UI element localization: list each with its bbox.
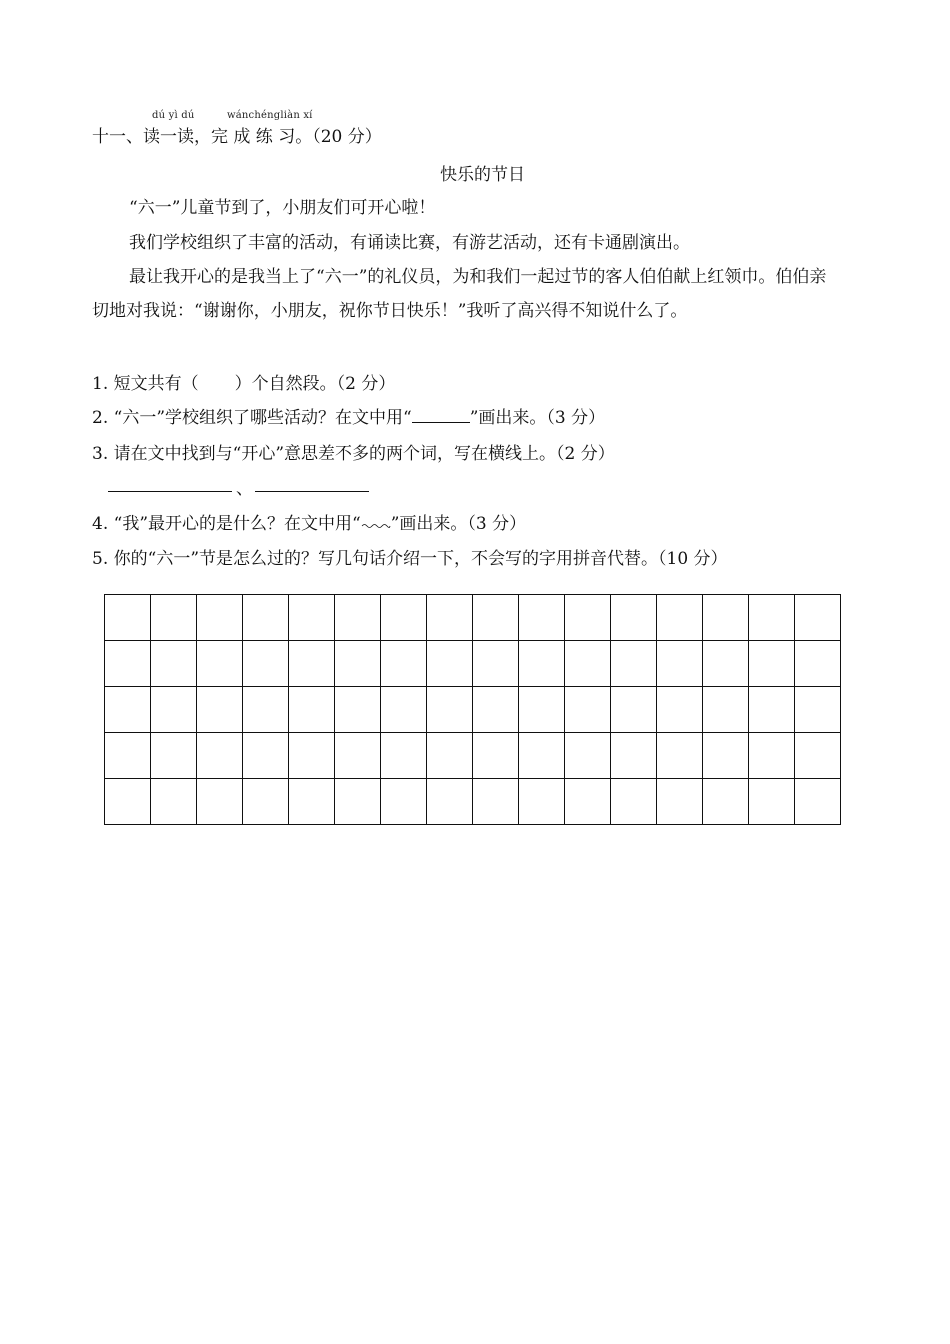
question-3: 3. 请在文中找到与“开心”意思差不多的两个词，写在横线上。（2 分） xyxy=(92,444,615,464)
section-heading xyxy=(92,122,382,147)
grid-cell[interactable] xyxy=(565,733,611,779)
grid-cell[interactable] xyxy=(657,733,703,779)
grid-cell[interactable] xyxy=(335,733,381,779)
passage-title: 快乐的节日 xyxy=(440,165,525,185)
grid-cell[interactable] xyxy=(427,687,473,733)
grid-cell[interactable] xyxy=(289,595,335,641)
grid-cell[interactable] xyxy=(795,779,841,825)
grid-cell[interactable] xyxy=(611,779,657,825)
grid-cell[interactable] xyxy=(565,641,611,687)
grid-cell[interactable] xyxy=(105,733,151,779)
grid-cell[interactable] xyxy=(657,595,703,641)
answer-line-2[interactable] xyxy=(255,491,369,492)
grid-cell[interactable] xyxy=(151,641,197,687)
grid-cell[interactable] xyxy=(611,733,657,779)
answer-line-1[interactable] xyxy=(108,491,232,492)
grid-cell[interactable] xyxy=(473,641,519,687)
passage-paragraph-2: 我们学校组织了丰富的活动，有诵读比赛，有游艺活动，还有卡通剧演出。 xyxy=(129,233,690,253)
grid-cell[interactable] xyxy=(243,779,289,825)
question-2: 2. “六一”学校组织了哪些活动？在文中用“ ”画出来。（3 分） xyxy=(92,408,606,428)
grid-cell[interactable] xyxy=(703,595,749,641)
grid-cell[interactable] xyxy=(795,641,841,687)
grid-cell[interactable] xyxy=(151,595,197,641)
grid-cell[interactable] xyxy=(473,595,519,641)
grid-cell[interactable] xyxy=(795,595,841,641)
grid-cell[interactable] xyxy=(427,595,473,641)
question-1: 1. 短文共有（ ）个自然段。（2 分） xyxy=(92,374,396,394)
section-number: 十一、 xyxy=(92,127,143,147)
passage-paragraph-1: “六一”儿童节到了，小朋友们可开心啦！ xyxy=(129,198,436,218)
section-title-complete: 完 成 练 习 xyxy=(211,127,296,147)
grid-cell[interactable] xyxy=(381,779,427,825)
grid-cell[interactable] xyxy=(335,687,381,733)
grid-cell[interactable] xyxy=(519,595,565,641)
grid-cell[interactable] xyxy=(381,641,427,687)
grid-cell[interactable] xyxy=(243,687,289,733)
wavy-underline-sample xyxy=(361,523,391,529)
section-title-read: 读一读， xyxy=(143,127,211,147)
grid-row xyxy=(105,595,841,641)
grid-cell[interactable] xyxy=(519,779,565,825)
writing-grid[interactable] xyxy=(104,594,841,825)
grid-cell[interactable] xyxy=(105,687,151,733)
grid-cell[interactable] xyxy=(565,595,611,641)
grid-cell[interactable] xyxy=(197,779,243,825)
pinyin-wan-cheng-lian-xi: wánchéngliàn xí xyxy=(227,110,313,121)
grid-cell[interactable] xyxy=(151,779,197,825)
pinyin-du-yi-du: dú yì dú xyxy=(152,110,195,121)
grid-cell[interactable] xyxy=(289,733,335,779)
grid-cell[interactable] xyxy=(427,641,473,687)
grid-cell[interactable] xyxy=(611,687,657,733)
grid-cell[interactable] xyxy=(105,595,151,641)
grid-cell[interactable] xyxy=(151,733,197,779)
grid-row xyxy=(105,779,841,825)
grid-cell[interactable] xyxy=(197,687,243,733)
grid-row xyxy=(105,733,841,779)
grid-cell[interactable] xyxy=(795,687,841,733)
grid-cell[interactable] xyxy=(381,595,427,641)
grid-cell[interactable] xyxy=(335,779,381,825)
grid-cell[interactable] xyxy=(749,687,795,733)
grid-cell[interactable] xyxy=(703,733,749,779)
grid-cell[interactable] xyxy=(381,733,427,779)
grid-cell[interactable] xyxy=(749,595,795,641)
grid-row xyxy=(105,641,841,687)
section-title-tail: 。（20 分） xyxy=(295,127,382,147)
grid-cell[interactable] xyxy=(243,595,289,641)
grid-cell[interactable] xyxy=(243,641,289,687)
grid-cell[interactable] xyxy=(197,641,243,687)
grid-cell[interactable] xyxy=(795,733,841,779)
straight-underline-sample xyxy=(412,422,470,423)
grid-cell[interactable] xyxy=(703,687,749,733)
grid-cell[interactable] xyxy=(611,595,657,641)
grid-cell[interactable] xyxy=(749,733,795,779)
grid-cell[interactable] xyxy=(703,779,749,825)
grid-row xyxy=(105,687,841,733)
grid-cell[interactable] xyxy=(335,641,381,687)
grid-cell[interactable] xyxy=(427,779,473,825)
grid-cell[interactable] xyxy=(703,641,749,687)
grid-cell[interactable] xyxy=(151,687,197,733)
grid-cell[interactable] xyxy=(289,779,335,825)
grid-cell[interactable] xyxy=(243,733,289,779)
grid-cell[interactable] xyxy=(473,779,519,825)
grid-cell[interactable] xyxy=(105,641,151,687)
grid-cell[interactable] xyxy=(197,733,243,779)
question-5: 5. 你的“六一”节是怎么过的？写几句话介绍一下，不会写的字用拼音代替。（10 分） xyxy=(92,549,728,569)
grid-cell[interactable] xyxy=(657,779,703,825)
grid-cell[interactable] xyxy=(473,733,519,779)
grid-cell[interactable] xyxy=(197,595,243,641)
grid-cell[interactable] xyxy=(565,779,611,825)
grid-cell[interactable] xyxy=(611,641,657,687)
passage-paragraph-3: 最让我开心的是我当上了“六一”的礼仪员，为和我们一起过节的客人伯伯献上红领巾。伯伯亲切地对我说：“谢谢你，小朋友，祝你节日快乐！”我听了高兴得不知说什么了。 xyxy=(92,267,827,321)
grid-cell[interactable] xyxy=(749,641,795,687)
question-4: 4. “我”最开心的是什么？在文中用“ ”画出来。（3 分） xyxy=(92,514,527,534)
grid-cell[interactable] xyxy=(657,687,703,733)
grid-cell[interactable] xyxy=(105,779,151,825)
answer-separator: 、 xyxy=(236,479,253,499)
grid-cell[interactable] xyxy=(519,687,565,733)
grid-cell[interactable] xyxy=(289,641,335,687)
grid-cell[interactable] xyxy=(289,687,335,733)
grid-cell[interactable] xyxy=(381,687,427,733)
grid-cell[interactable] xyxy=(427,733,473,779)
grid-cell[interactable] xyxy=(749,779,795,825)
grid-cell[interactable] xyxy=(565,687,611,733)
grid-cell[interactable] xyxy=(473,687,519,733)
grid-cell[interactable] xyxy=(657,641,703,687)
grid-cell[interactable] xyxy=(519,733,565,779)
grid-cell[interactable] xyxy=(519,641,565,687)
grid-cell[interactable] xyxy=(335,595,381,641)
